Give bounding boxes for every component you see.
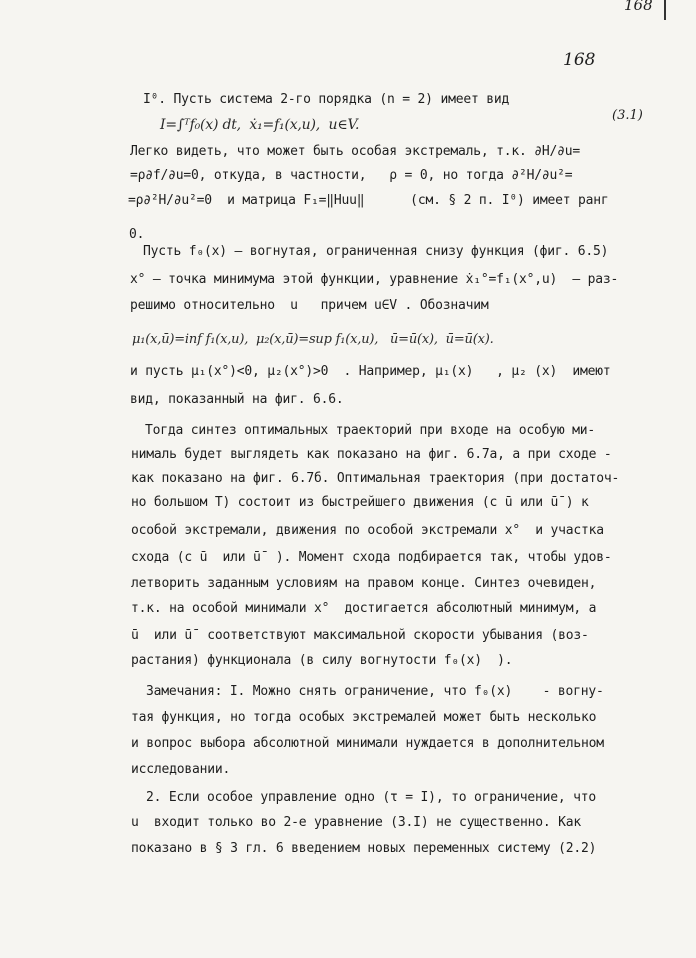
text-line-15: как показано на фиг. 6.7б. Оптимальная траектория (при достаточ- (131, 471, 620, 486)
text-line-25: и вопрос выбора абсолютной минимали нуждается в дополнительном (131, 736, 604, 751)
text-line-28: u входит только во 2-е уравнение (3.I) не существенно. Как (131, 815, 581, 830)
equation-number: (3.1) (612, 108, 643, 123)
text-line-27: 2. Если особое управление одно (τ = I), то ограничение, что (146, 790, 596, 805)
text-line-1: I⁰. Пусть система 2-го порядка (n = 2) имеет вид (143, 92, 510, 107)
text-line-22: растания) функционала (в силу вогнутости f₀(x) ). (131, 653, 513, 668)
text-line-6: 0. (129, 227, 145, 242)
corner-margin-bar (664, 0, 666, 20)
text-line-18: схода (с ū или ū̄ ). Момент схода подбирается так, чтобы удов- (131, 550, 612, 565)
text-line-29: показано в § 3 гл. 6 введением новых переменных систему (2.2) (131, 841, 597, 856)
page-number: 168 (563, 50, 596, 70)
text-line-13: Тогда синтез оптимальных траекторий при входе на особую ми- (145, 423, 595, 438)
text-line-26: исследовании. (131, 762, 231, 777)
remarks-line-1: Замечания: I. Можно снять ограничение, что f₀(x) - вогну- (146, 684, 604, 699)
text-line-17: особой экстремали, движения по особой экстремали x° и участка (131, 523, 604, 538)
text-line-19: летворить заданным условиям на правом конце. Синтез очевиден, (131, 576, 597, 591)
corner-page-number: 168 (624, 0, 653, 14)
text-line-12: вид, показанный на фиг. 6.6. (130, 392, 344, 407)
text-line-7: Пусть f₀(x) – вогнутая, ограниченная снизу функция (фиг. 6.5) (143, 244, 609, 259)
text-line-24: тая функция, но тогда особых экстремалей может быть несколько (131, 710, 597, 725)
text-line-21: ū или ū̄ соответствуют максимальной скорости убывания (воз- (131, 628, 589, 643)
formula-line-functional: I=∫ᵀf₀(x) dt, ẋ₁=f₁(x,u), u∈V. (160, 117, 360, 133)
text-line-9: решимо относительно u причем u∈V . Обозначим (130, 298, 489, 313)
text-line-5: =ρ∂²H/∂u²=0 и матрица F₁=‖Huu‖ (см. § 2 п. I⁰) имеет ранг (128, 193, 609, 208)
text-line-14: нималь будет выглядеть как показано на фиг. 6.7а, а при сходе - (131, 447, 612, 462)
formula-line-mu: μ₁(x,ū)=inf f₁(x,u), μ₂(x,ū̄)=sup f₁(x,u), ū=ū(x), ū̄=ū̄(x). (132, 332, 494, 347)
text-line-16: но большом T) состоит из быстрейшего движения (с ū или ū̄ ) к (131, 495, 589, 510)
text-line-20: т.к. на особой минимали x° достигается абсолютный минимум, а (131, 601, 597, 616)
text-line-3: Легко видеть, что может быть особая экстремаль, т.к. ∂H/∂u= (130, 144, 580, 159)
text-line-11: и пусть μ₁(x°)<0, μ₂(x°)>0 . Например, μ₁(x) , μ₂ (x) имеют (130, 364, 611, 379)
text-line-4: =ρ∂f/∂u=0, откуда, в частности, ρ = 0, но тогда ∂²H/∂u²= (130, 168, 573, 183)
text-line-8: x° – точка минимума этой функции, уравнение ẋ₁°=f₁(x°,u) – раз- (130, 272, 619, 287)
